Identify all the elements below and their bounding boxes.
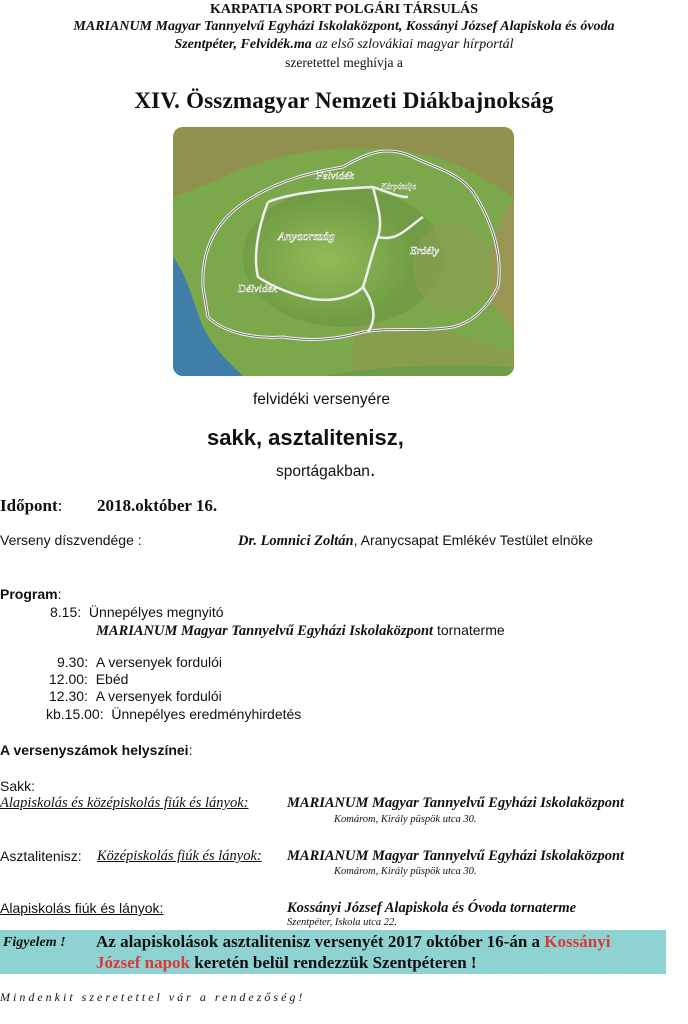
footer-text: Mindenkit szeretettel vár a rendezőség! [0,990,306,1004]
tt-address: Komárom, Király püspök utca 30. [334,866,477,877]
map-label-anyaorszag: Anyaország [278,229,335,243]
chess-address: Komárom, Király püspök utca 30. [334,814,477,825]
tt-group: Középiskolás fiúk és lányok: [97,848,262,864]
primary-address: Szentpéter, Iskola utca 22. [287,917,397,928]
portal-description: az első szlovákiai magyar hírportál [311,37,514,52]
subtitle-sports: sportágakban [276,463,370,480]
program-label: Program: [0,586,62,602]
primary-venue: Kossányi József Alapiskola és Óvoda tornaterme [287,900,577,916]
subtitle-line1: felvidéki versenyére [253,391,390,408]
co-organizers: MARIANUM Magyar Tannyelvű Egyházi Iskolaközpont, Kossányi József Alapiskola és óvoda [73,19,615,34]
date-label: Időpont: [0,496,63,515]
organizer-name: KARPATIA SPORT POLGÁRI TÁRSULÁS [209,2,479,17]
guest-label: Verseny díszvendége : [0,532,142,548]
program-item: kb.15.00: Ünnepélyes eredményhirdetés [46,706,302,722]
guest-name: Dr. Lomnici Zoltán [238,533,354,549]
map-transylvania [413,222,493,312]
invitation-line: szeretettel meghívja a [285,55,403,70]
notice-highlight: József napok [96,953,190,972]
carpathian-basin-map [173,127,514,376]
map-label-delvidek: Délvidék [238,283,278,295]
co-organizer-portal [0,37,688,53]
notice-highlight: Kossányi [544,932,611,951]
program-item: 12.00: Ebéd [49,671,129,687]
chess-label: Sakk: [0,778,36,794]
map-label-felvidek: Felvidék [316,170,354,182]
program-item: 12.30: A versenyek fordulói [49,688,222,704]
map-label-erdely: Erdély [410,245,439,257]
notice-line2: József napok keretén belül rendezzük Szentpéteren ! [96,953,477,972]
guest-info [238,532,593,550]
portal-name: Szentpéter, Felvidék.ma [174,37,312,52]
venues-heading: A versenyszámok helyszínei: [0,742,193,758]
guest-role: , Aranycsapat Emlékév Testület elnöke [353,532,594,548]
primary-group: Alapiskolás fiúk és lányok: [0,900,164,916]
map-label-karpatalja: Kárpátalja [381,182,417,191]
chess-group: Alapiskolás és középiskolás fiúk és lányok: [0,795,249,811]
date-value: 2018.október 16. [97,496,218,515]
opening-venue: MARIANUM Magyar Tannyelvű Egyházi Iskolaközpont tornaterme [96,622,505,639]
tt-venue: MARIANUM Magyar Tannyelvű Egyházi Iskolaközpont [287,848,625,864]
chess-venue: MARIANUM Magyar Tannyelvű Egyházi Iskolaközpont [287,795,625,811]
tt-label: Asztalitenisz: [0,848,82,864]
subtitle-dot: . [369,459,376,481]
map-plain [243,187,443,327]
subtitle-line3 [276,459,376,482]
program-item: 9.30: A versenyek fordulói [57,654,222,670]
sports-list: sakk, asztalitenisz, [207,425,404,450]
notice-label: Figyelem ! [3,935,66,950]
notice-line1: Az alapiskolások asztalitenisz versenyét 2017 október 16-án a Kossányi [96,932,611,951]
program-item: 8.15: Ünnepélyes megnyitó [50,604,224,620]
event-title: XIV. Összmagyar Nemzeti Diákbajnokság [134,88,554,113]
